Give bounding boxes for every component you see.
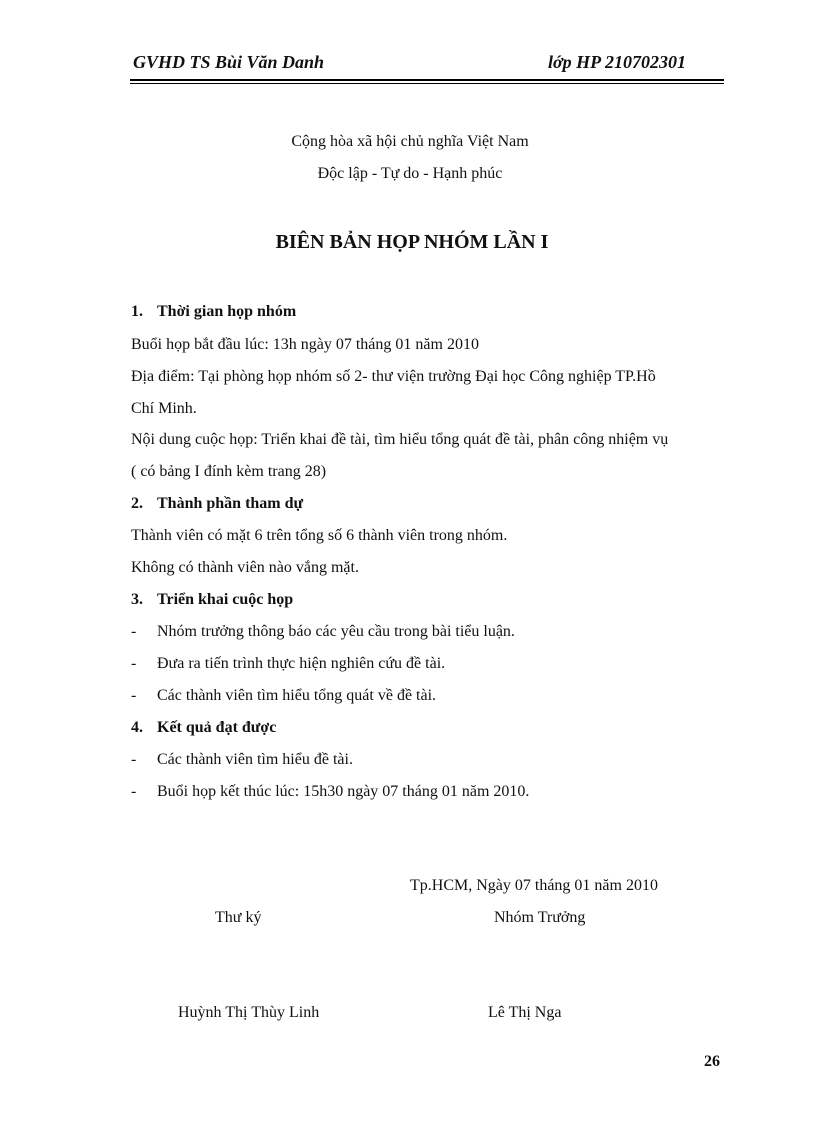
leader-name: Lê Thị Nga xyxy=(488,1004,562,1021)
section-3-heading xyxy=(131,590,725,610)
bullet-dash: - xyxy=(131,655,137,672)
section-2-heading xyxy=(131,494,725,514)
section-1-location-line2: Chí Minh. xyxy=(131,400,197,417)
place-and-date: Tp.HCM, Ngày 07 tháng 01 năm 2010 xyxy=(410,877,658,894)
secretary-role: Thư ký xyxy=(215,909,262,926)
section-2-title: Thành phần tham dự xyxy=(157,495,304,512)
header-rule-thin xyxy=(130,83,724,84)
section-1-title: Thời gian họp nhóm xyxy=(157,303,297,320)
section-1-content-line2: ( có bảng I đính kèm trang 28) xyxy=(131,463,327,480)
section-4-heading xyxy=(131,718,725,738)
bullet-dash: - xyxy=(131,783,137,800)
section-3-title: Triển khai cuộc họp xyxy=(157,591,294,608)
section-1-location-line1: Địa điểm: Tại phòng họp nhóm số 2- thư viện trường Đại học Công nghiệp TP.Hồ xyxy=(131,368,656,385)
section-2-number: 2. xyxy=(131,495,143,512)
page-number: 26 xyxy=(704,1053,720,1070)
section-3-number: 3. xyxy=(131,591,143,608)
bullet-dash: - xyxy=(131,751,137,768)
list-item-text: Các thành viên tìm hiểu tổng quát về đề tài. xyxy=(157,687,437,704)
list-item-text: Các thành viên tìm hiểu đề tài. xyxy=(157,751,353,768)
header-rule-thick xyxy=(130,79,724,81)
section-2-attendance: Thành viên có mặt 6 trên tổng số 6 thành viên trong nhóm. xyxy=(131,527,508,544)
section-1-start-time: Buổi họp bắt đầu lúc: 13h ngày 07 tháng 01 năm 2010 xyxy=(131,336,479,353)
leader-role: Nhóm Trưởng xyxy=(494,909,586,926)
section-4-number: 4. xyxy=(131,719,143,736)
header-class-code: lớp HP 210702301 xyxy=(548,52,686,72)
list-item xyxy=(131,750,725,770)
list-item-text: Buổi họp kết thúc lúc: 15h30 ngày 07 tháng 01 năm 2010. xyxy=(157,783,530,800)
list-item-text: Đưa ra tiến trình thực hiện nghiên cứu đề tài. xyxy=(157,655,446,672)
secretary-name: Huỳnh Thị Thùy Linh xyxy=(178,1004,320,1021)
section-1-content-line1: Nội dung cuộc họp: Triển khai đề tài, tìm hiểu tổng quát đề tài, phân công nhiệm vụ xyxy=(131,431,669,448)
list-item-text: Nhóm trưởng thông báo các yêu cầu trong bài tiểu luận. xyxy=(157,623,515,640)
document-title: BIÊN BẢN HỌP NHÓM LẦN I xyxy=(275,231,549,253)
list-item xyxy=(131,654,725,674)
section-1-heading xyxy=(131,302,725,322)
national-motto-line1: Cộng hòa xã hội chủ nghĩa Việt Nam xyxy=(291,133,529,150)
header-instructor: GVHD TS Bùi Văn Danh xyxy=(133,52,325,72)
bullet-dash: - xyxy=(131,687,137,704)
list-item xyxy=(131,782,725,802)
section-4-title: Kết quả đạt được xyxy=(157,719,277,736)
national-motto-line2: Độc lập - Tự do - Hạnh phúc xyxy=(317,165,503,182)
list-item xyxy=(131,686,725,706)
list-item xyxy=(131,622,725,642)
section-2-absence: Không có thành viên nào vắng mặt. xyxy=(131,559,359,576)
section-1-number: 1. xyxy=(131,303,143,320)
bullet-dash: - xyxy=(131,623,137,640)
